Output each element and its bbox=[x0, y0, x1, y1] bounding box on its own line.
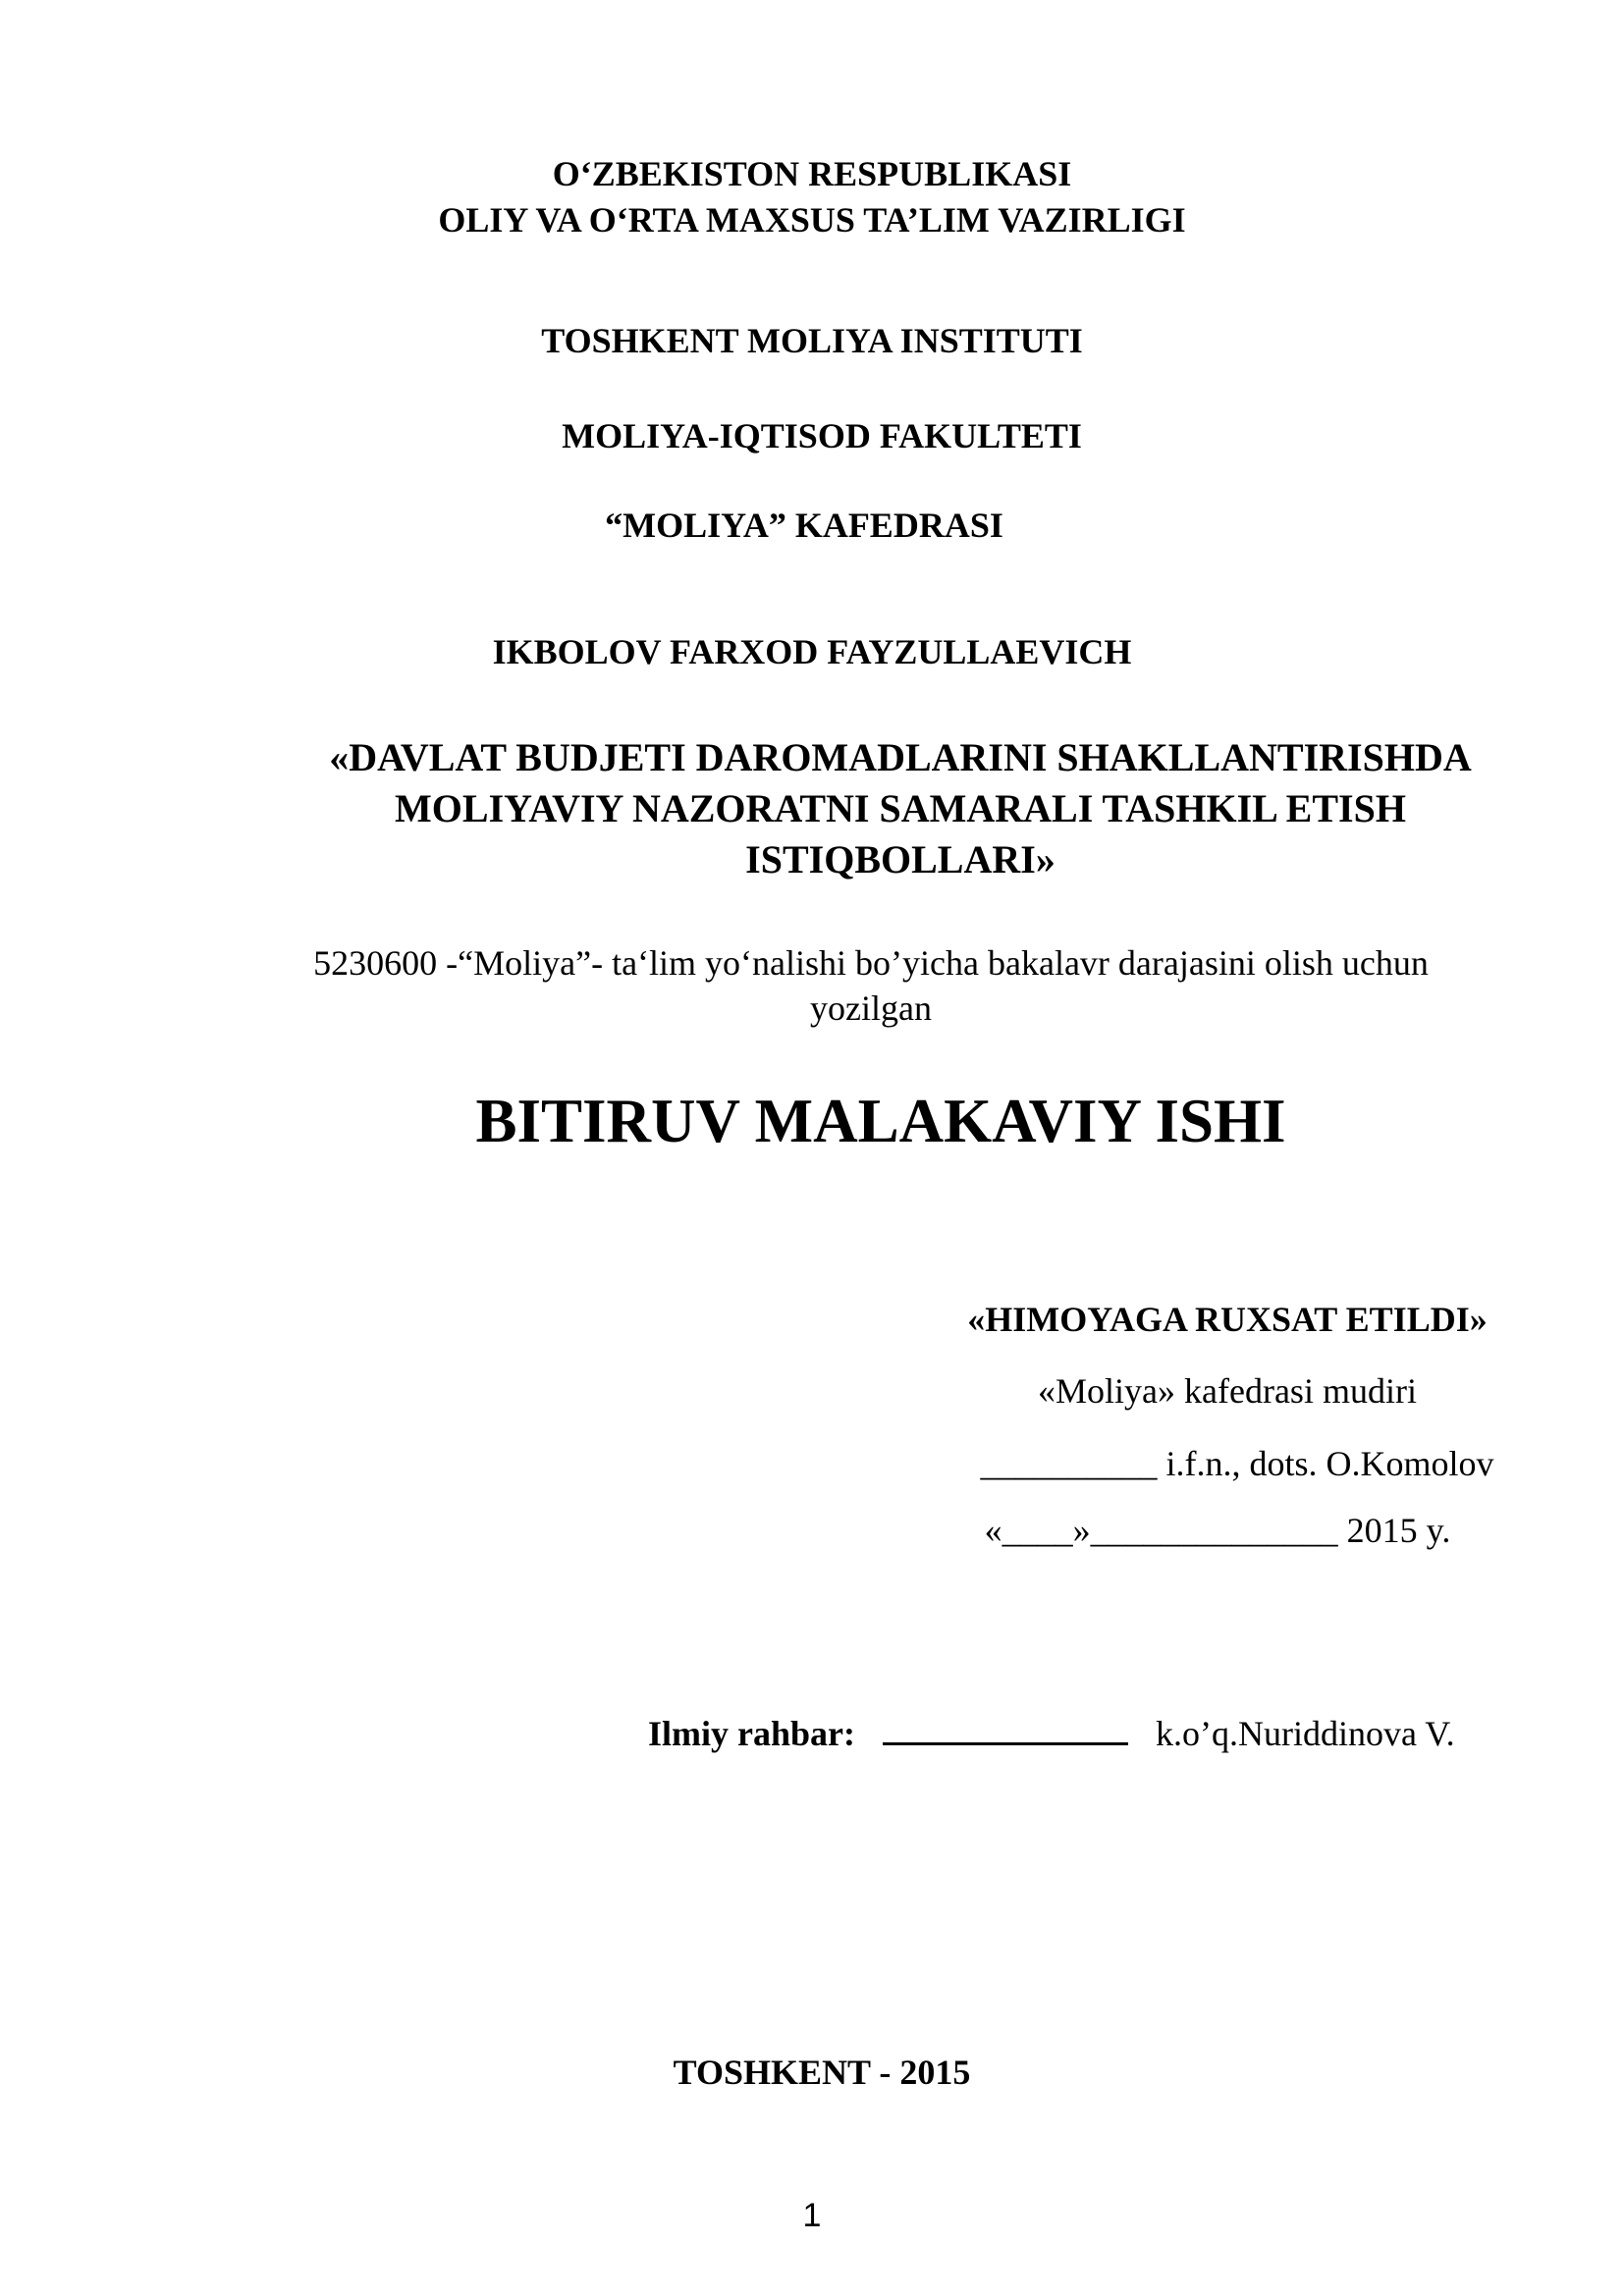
approval-date-line: «____»______________ 2015 y. bbox=[984, 1511, 1451, 1550]
advisor-signature-blank bbox=[883, 1713, 1128, 1745]
city-year-footer: TOSHKENT - 2015 bbox=[673, 2053, 971, 2092]
approval-position: «Moliya» kafedrasi mudiri bbox=[1038, 1371, 1417, 1411]
thesis-title-line-2: MOLIYAVIY NAZORATNI SAMARALI TASHKIL ETISH bbox=[395, 786, 1406, 830]
faculty-heading: MOLIYA-IQTISOD FAKULTETI bbox=[562, 416, 1082, 455]
author-name: IKBOLOV FARXOD FAYZULLAEVICH bbox=[492, 632, 1132, 671]
thesis-title-line-1: «DAVLAT BUDJETI DAROMADLARINI SHAKLLANTIRISHDA bbox=[329, 735, 1472, 779]
scientific-advisor bbox=[648, 1713, 1532, 1754]
advisor-name: k.o’q.Nuriddinova V. bbox=[1156, 1714, 1455, 1753]
ministry-heading: OLIY VA O‘RTA MAXSUS TA’LIM VAZIRLIGI bbox=[438, 200, 1186, 240]
thesis-title-line-3: ISTIQBOLLARI» bbox=[745, 837, 1056, 881]
advisor-label: Ilmiy rahbar: bbox=[648, 1714, 855, 1753]
republic-heading: O‘ZBEKISTON RESPUBLIKASI bbox=[552, 154, 1072, 193]
department-heading: “MOLIYA” KAFEDRASI bbox=[605, 506, 1003, 545]
approval-heading: «HIMOYAGA RUXSAT ETILDI» bbox=[967, 1300, 1488, 1339]
purpose-line-2: yozilgan bbox=[810, 988, 932, 1028]
purpose-line-1: 5230600 -“Moliya”- ta‘lim yo‘nalishi bo’yicha bakalavr darajasini olish uchun bbox=[313, 943, 1429, 983]
institute-heading: TOSHKENT MOLIYA INSTITUTI bbox=[541, 321, 1083, 360]
work-type-heading: BITIRUV MALAKAVIY ISHI bbox=[475, 1087, 1286, 1155]
approval-signature-line: __________ i.f.n., dots. O.Komolov bbox=[980, 1444, 1494, 1483]
page-number: 1 bbox=[802, 2197, 822, 2234]
